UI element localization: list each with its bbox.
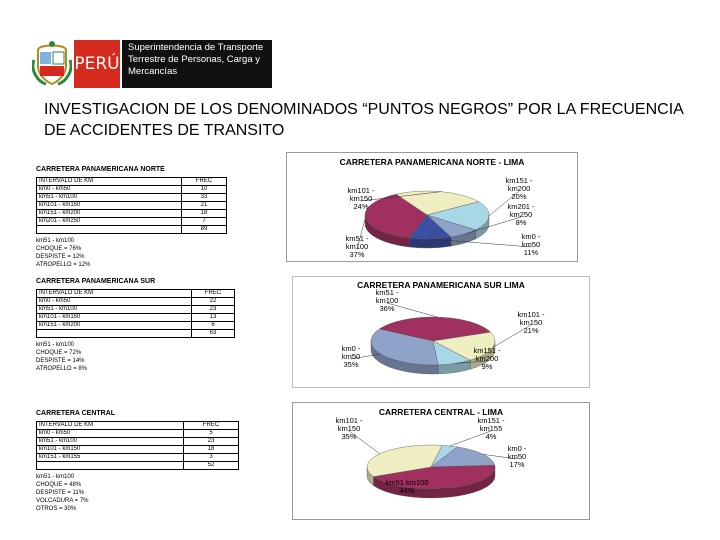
table-summary	[36, 473, 239, 513]
table-row	[37, 186, 227, 194]
table-title: CARRETERA PANAMERICANA SUR	[36, 278, 156, 285]
cell-frec: 23	[192, 306, 235, 314]
cell-frec: 3	[184, 454, 239, 462]
slice-label: km151 -km155 4%	[477, 416, 505, 441]
table-row	[37, 446, 239, 454]
pie-chart-central	[293, 403, 589, 519]
table-row	[37, 218, 227, 226]
cell-total: 89	[182, 226, 227, 234]
slice-label: km151 -km200 20%	[505, 176, 533, 201]
table-row	[37, 314, 235, 322]
summary-line: OTROS = 30%	[36, 506, 77, 512]
agency-name	[122, 40, 272, 88]
cell-blank	[37, 330, 192, 338]
cell-interval: km101 - km150	[37, 202, 182, 210]
summary-line: DESPISTE = 12%	[36, 254, 85, 260]
cell-frec: 33	[182, 194, 227, 202]
pie-chart-norte-panel	[286, 152, 578, 262]
table-block-sur	[36, 278, 235, 373]
cell-frec: 7	[182, 218, 227, 226]
table-row	[37, 322, 235, 330]
leader-line	[387, 303, 437, 317]
cell-interval: km201 - km250	[37, 218, 182, 226]
slice-label: km101 -km150 21%	[517, 310, 545, 335]
cell-interval: km51 - km100	[37, 438, 184, 446]
table-summary	[36, 341, 235, 373]
chart-title: CARRETERA CENTRAL - LIMA	[378, 407, 504, 417]
summary-line: ATROPELLO = 8%	[36, 366, 88, 372]
chart-title: CARRETERA PANAMERICANA NORTE - LIMA	[339, 157, 525, 167]
agency-line: Terrestre de Personas, Carga y	[128, 54, 261, 65]
cell-blank	[37, 226, 182, 234]
table-row	[37, 210, 227, 218]
cell-frec: 5	[184, 430, 239, 438]
slice-label: km201 -km250 8%	[507, 202, 535, 227]
slice-label: km51 -km100 36%	[375, 288, 399, 313]
cell-total: 63	[192, 330, 235, 338]
frequency-table	[36, 421, 239, 470]
cell-interval: km0 - km50	[37, 430, 184, 438]
slice-label: km101 -km150 24%	[347, 186, 375, 211]
chart-title: CARRETERA PANAMERICANA SUR LIMA	[357, 280, 525, 290]
col-header-frec: FREC	[182, 178, 227, 186]
table-row	[37, 430, 239, 438]
coat-of-arms-icon	[32, 40, 72, 88]
table-block-norte	[36, 166, 227, 269]
cell-frec: 23	[184, 438, 239, 446]
frequency-table	[36, 289, 235, 338]
col-header-interval: INTERVALO DE KM	[37, 178, 182, 186]
agency-line: Superintendencia de Transporte	[128, 42, 264, 53]
summary-line: DESPISTE = 11%	[36, 490, 85, 496]
table-row	[37, 298, 235, 306]
slice-label: km51 km100 44%	[385, 478, 429, 495]
summary-line: CHOQUE = 48%	[36, 482, 82, 488]
table-summary	[36, 237, 227, 269]
page-title: INVESTIGACION DE LOS DENOMINADOS “PUNTOS NEGROS” POR LA FRECUENCIA DE ACCIDENTES DE TRANSITO	[44, 101, 683, 139]
table-title: CARRETERA CENTRAL	[36, 410, 116, 417]
cell-interval: km151 - km200	[37, 322, 192, 330]
table-row	[37, 306, 235, 314]
cell-frec: 18	[184, 446, 239, 454]
agency-line: Mercancías	[128, 66, 178, 77]
col-header-interval: INTERVALO DE KM	[37, 422, 184, 430]
summary-line: CHOQUE = 72%	[36, 350, 82, 356]
table-row	[37, 438, 239, 446]
pie-chart-norte	[287, 153, 577, 261]
pie-chart-central-panel	[292, 402, 590, 520]
table-block-central	[36, 410, 239, 513]
table-row	[37, 194, 227, 202]
cell-interval: km101 - km150	[37, 446, 184, 454]
cell-frec: 22	[192, 298, 235, 306]
col-header-frec: FREC	[184, 422, 239, 430]
cell-frec: 21	[182, 202, 227, 210]
slice-label: km0 -km50 11%	[521, 232, 541, 257]
summary-line: ATROPELLO = 12%	[36, 262, 91, 268]
cell-frec: 10	[182, 186, 227, 194]
slice-label: km151 -km200 9%	[473, 346, 501, 371]
summary-line: VOLCADURA = 7%	[36, 498, 89, 504]
slice-label: km101 -km150 35%	[335, 416, 363, 441]
cell-interval: km51 - km100	[37, 194, 182, 202]
cell-interval: km101 - km150	[37, 314, 192, 322]
table-row	[37, 202, 227, 210]
cell-interval: km51 - km100	[37, 306, 192, 314]
col-header-interval: INTERVALO DE KM	[37, 290, 192, 298]
table-title: CARRETERA PANAMERICANA NORTE	[36, 166, 165, 173]
peru-brand-label: PERÚ	[74, 40, 120, 88]
summary-line: km51 - km100	[36, 474, 75, 480]
col-header-frec: FREC	[192, 290, 235, 298]
summary-line: CHOQUE = 76%	[36, 246, 82, 252]
cell-interval: km151 - km200	[37, 210, 182, 218]
slice-label: km0 -km50 17%	[507, 444, 527, 469]
slice-label: km51 -km100 37%	[345, 234, 369, 259]
cell-blank	[37, 462, 184, 470]
pie-chart-sur-panel	[292, 276, 590, 388]
cell-interval: km151 - km155	[37, 454, 184, 462]
summary-line: DESPISTE = 14%	[36, 358, 85, 364]
cell-frec: 18	[182, 210, 227, 218]
table-row	[37, 454, 239, 462]
pie-chart-sur	[293, 277, 589, 387]
cell-interval: km0 - km50	[37, 186, 182, 194]
cell-total: 52	[184, 462, 239, 470]
summary-line: km51 - km100	[36, 238, 75, 244]
slice-label: km0 -km50 35%	[341, 344, 361, 369]
frequency-table	[36, 177, 227, 234]
cell-frec: 6	[192, 322, 235, 330]
cell-interval: km0 - km50	[37, 298, 192, 306]
summary-line: km51 - km100	[36, 342, 75, 348]
cell-frec: 13	[192, 314, 235, 322]
